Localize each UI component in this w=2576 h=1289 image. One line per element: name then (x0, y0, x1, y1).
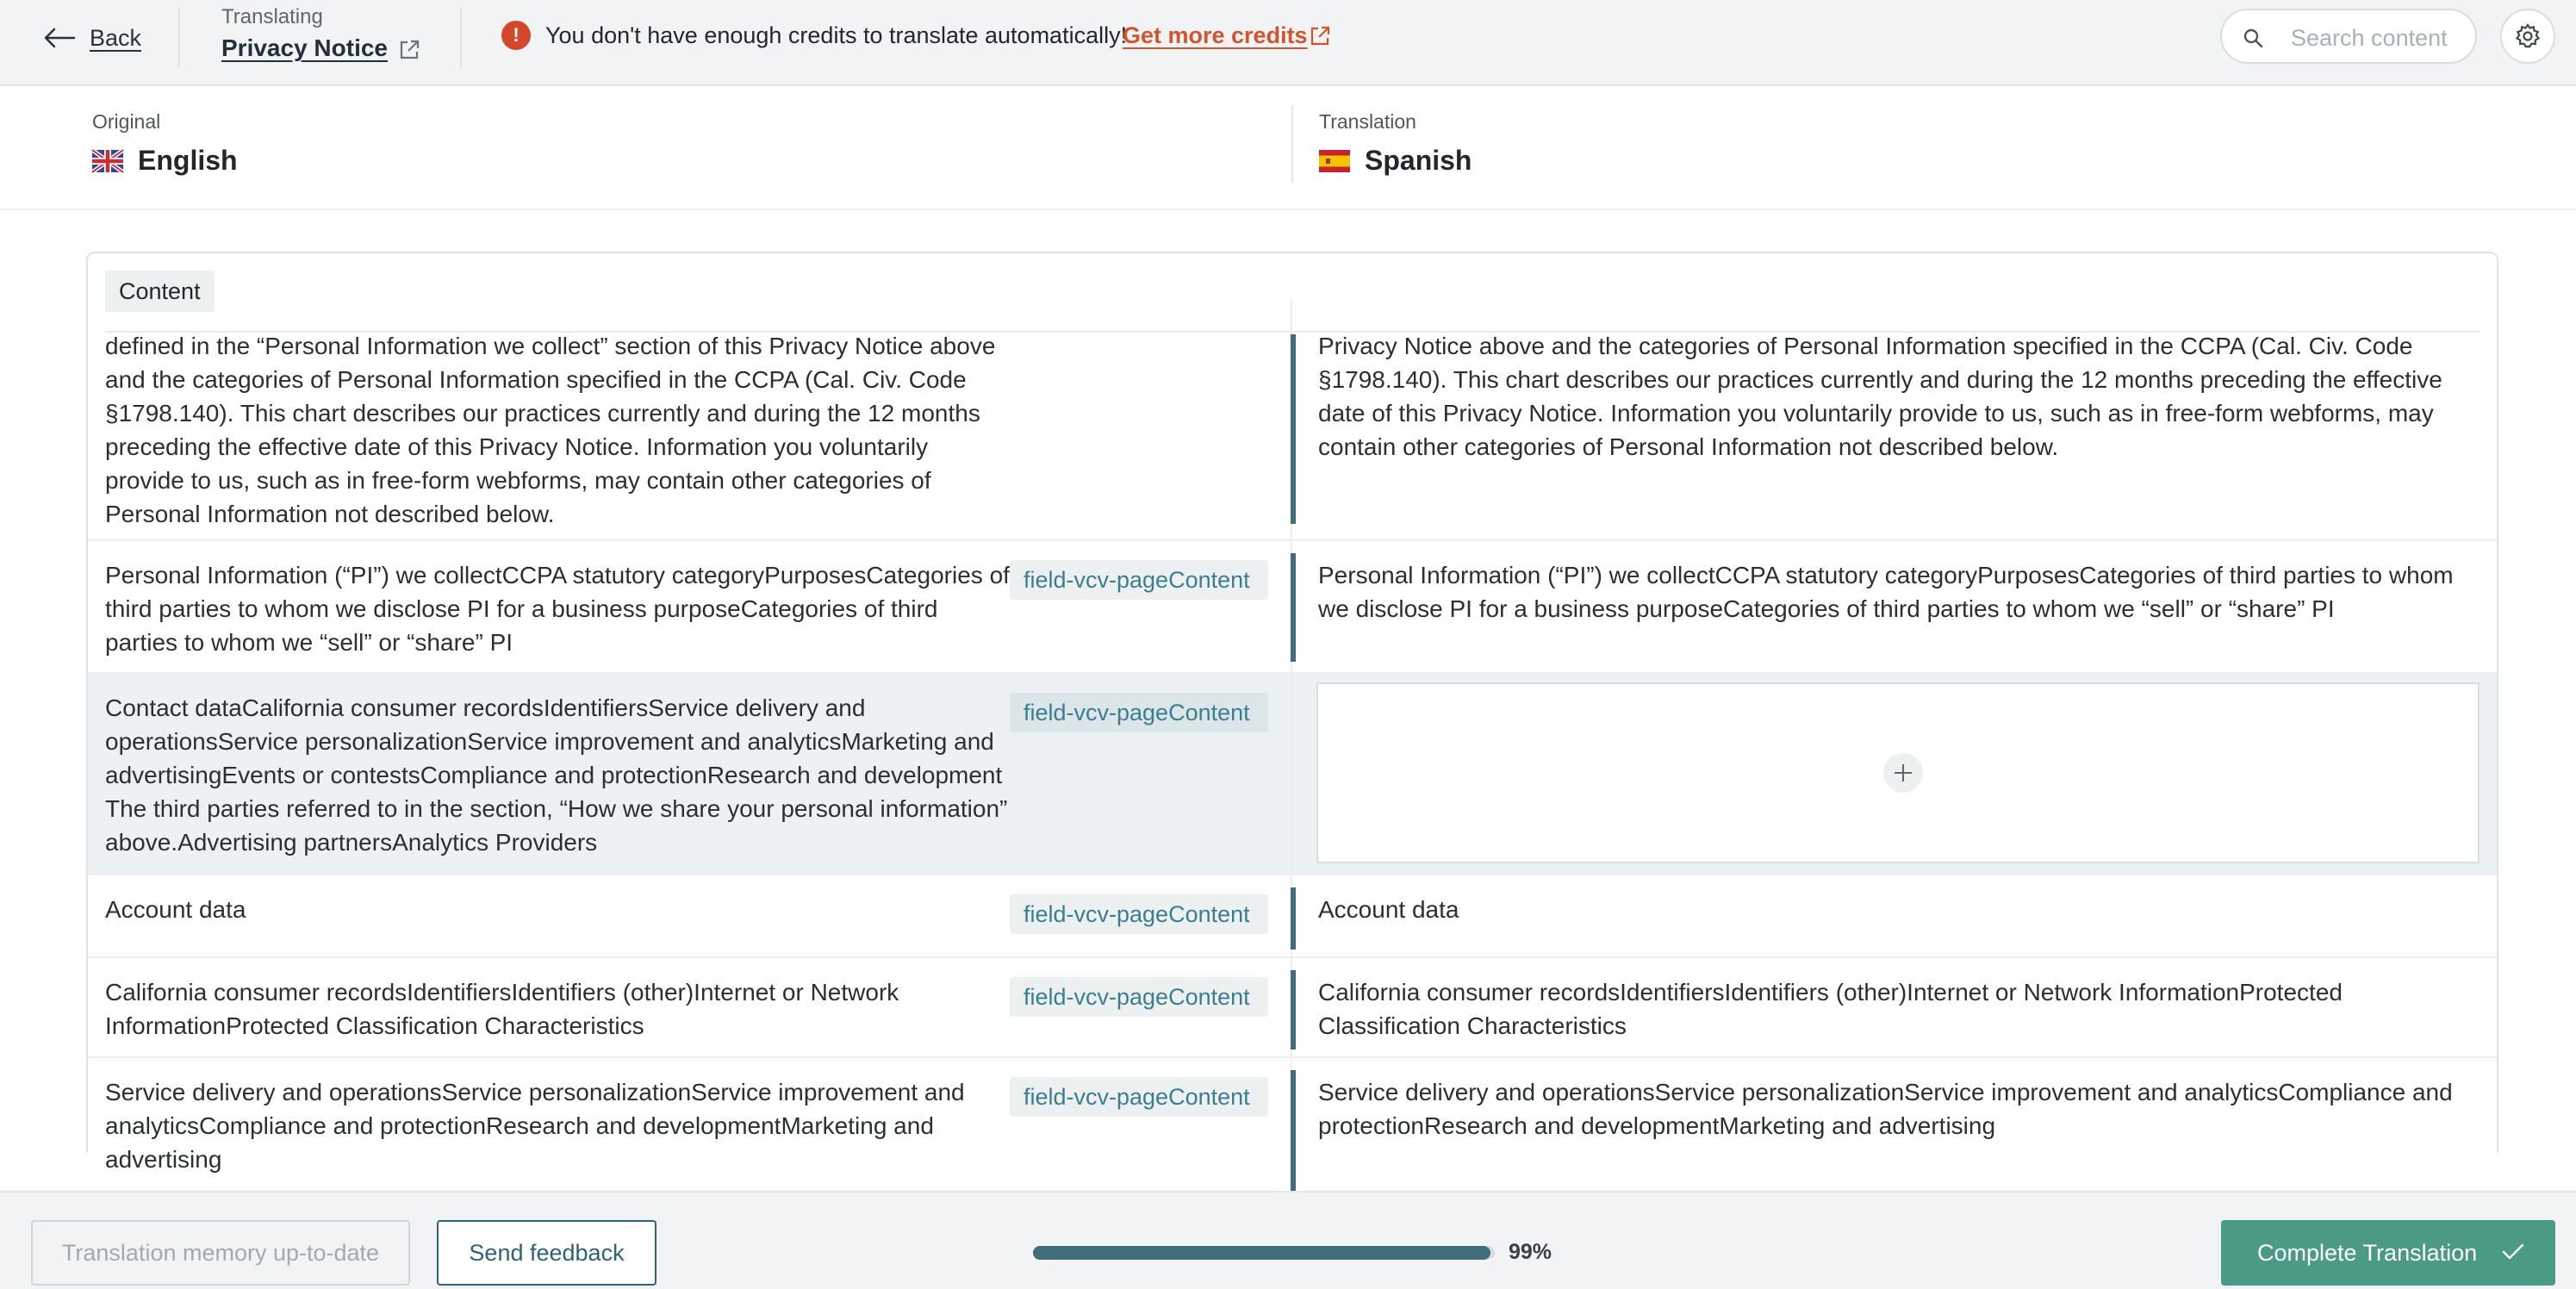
field-tag[interactable]: field-vcv-pageContent (1010, 693, 1268, 732)
translated-indicator (1291, 553, 1296, 662)
back-label: Back (90, 24, 142, 51)
column-divider (1291, 674, 1292, 875)
divider (178, 7, 180, 67)
progress-bar-fill (1033, 1246, 1490, 1260)
translation-row-active (88, 674, 2497, 875)
settings-button[interactable] (2500, 9, 2555, 64)
document-title-link[interactable]: Privacy Notice (221, 34, 388, 61)
translation-text[interactable]: Privacy Notice above and the categories of Personal Information specified in the CCPA (Cal. Civ. Code §1798.140). This chart describes our practices currently and during the 12 months preceding the effective date of this Privacy Notice. Information you voluntarily provide to us, such as in free-form webforms, may contain other categories of Personal Information not described below. (1318, 333, 2442, 460)
complete-translation-button[interactable] (2221, 1220, 2555, 1286)
external-link-icon[interactable] (397, 38, 421, 62)
divider (460, 7, 462, 67)
original-text: Account data (105, 896, 246, 923)
search-box[interactable] (2220, 9, 2477, 64)
search-input[interactable] (2289, 22, 2465, 53)
translation-text[interactable]: Service delivery and operationsService personalizationService improvement and analyticsCompliance and protectionResearch and developmentMarketing and advertising (1318, 1079, 2453, 1139)
translation-label: Translation (1319, 110, 1416, 133)
language-divider (1291, 105, 1293, 183)
credits-warning-text: You don't have enough credits to translate automatically! (545, 22, 1128, 48)
add-translation-button[interactable] (1883, 753, 1923, 793)
original-label: Original (92, 110, 161, 133)
original-text: Contact dataCalifornia consumer recordsIdentifiersService delivery and operationsService personalizationService improvement and analyticsMarketing and advertisingEvents or contestsCompliance and protectionResearch and development The third parties referred to in the section, “How we share your personal information” above.Advertising partnersAnalytics Providers (105, 694, 1008, 856)
content-panel (86, 252, 2498, 1173)
original-text: defined in the “Personal Information we collect” section of this Privacy Notice above and the categories of Personal Information specified in the CCPA (Cal. Civ. Code §1798.140). This chart describes our practices currently and during the 12 months preceding the effective date of this Privacy Notice. Information you voluntarily provide to us, such as in free-form webforms, may contain other categories of Personal Information not described below. (105, 333, 996, 527)
translation-row (88, 298, 2497, 541)
header-divider (0, 209, 2576, 210)
translated-indicator (1291, 970, 1296, 1049)
spain-flag-icon (1319, 150, 1350, 172)
complete-translation-label: Complete Translation (2257, 1240, 2478, 1266)
original-text: Personal Information (“PI”) we collectCCPA statutory categoryPurposesCategories of third parties to whom we disclose PI for a business purposeCategories of third parties to whom we “sell” or “share” PI (105, 562, 1010, 656)
translated-indicator (1291, 887, 1296, 950)
check-icon (2502, 1242, 2524, 1261)
translation-input[interactable] (1316, 682, 2480, 863)
uk-flag-icon (92, 150, 123, 172)
translation-language-name: Spanish (1365, 145, 1472, 176)
translation-text[interactable]: Personal Information (“PI”) we collectCCPA statutory categoryPurposesCategories of third parties to whom we disclose PI for a business purposeCategories of third parties to whom we “sell” or “share” PI (1318, 562, 2454, 622)
translating-label: Translating (221, 5, 323, 28)
translation-memory-button[interactable]: Translation memory up-to-date (31, 1220, 410, 1286)
original-text: Service delivery and operationsService personalizationService improvement and analyticsCompliance and protectionResearch and developmentMarketing and advertising (105, 1079, 965, 1173)
original-language-name: English (138, 145, 238, 176)
external-link-icon[interactable] (1308, 24, 1332, 48)
arrow-left-icon (43, 28, 76, 48)
get-more-credits-link[interactable]: Get more credits (1123, 22, 1308, 48)
field-tag[interactable]: field-vcv-pageContent (1010, 560, 1268, 600)
gear-icon (2515, 23, 2541, 49)
content-section-tag: Content (105, 271, 215, 312)
translation-row (88, 958, 2497, 1058)
field-tag[interactable]: field-vcv-pageContent (1010, 1077, 1268, 1117)
translation-row (88, 541, 2497, 674)
translated-indicator (1291, 334, 1296, 524)
send-feedback-button[interactable]: Send feedback (437, 1220, 656, 1286)
top-bar (0, 0, 2576, 86)
field-tag[interactable]: field-vcv-pageContent (1010, 894, 1268, 934)
translation-row (88, 875, 2497, 958)
warning-icon: ! (501, 21, 531, 50)
back-button[interactable] (43, 21, 141, 55)
translation-rows[interactable] (88, 333, 2497, 1173)
translation-row (88, 1058, 2497, 1196)
progress-percent: 99% (1509, 1240, 1552, 1264)
footer-bar (0, 1191, 2576, 1289)
translation-text[interactable]: California consumer recordsIdentifiersIdentifiers (other)Internet or Network InformationProtected Classification Characteristics (1318, 979, 2343, 1039)
translated-indicator (1291, 1070, 1296, 1191)
plus-icon (1894, 763, 1913, 782)
translation-text[interactable]: Account data (1318, 896, 1459, 923)
field-tag[interactable]: field-vcv-pageContent (1010, 977, 1268, 1017)
progress-bar (1033, 1246, 1495, 1260)
original-text: California consumer recordsIdentifiersIdentifiers (other)Internet or Network InformationProtected Classification Characteristics (105, 979, 899, 1039)
search-icon (2243, 28, 2263, 48)
